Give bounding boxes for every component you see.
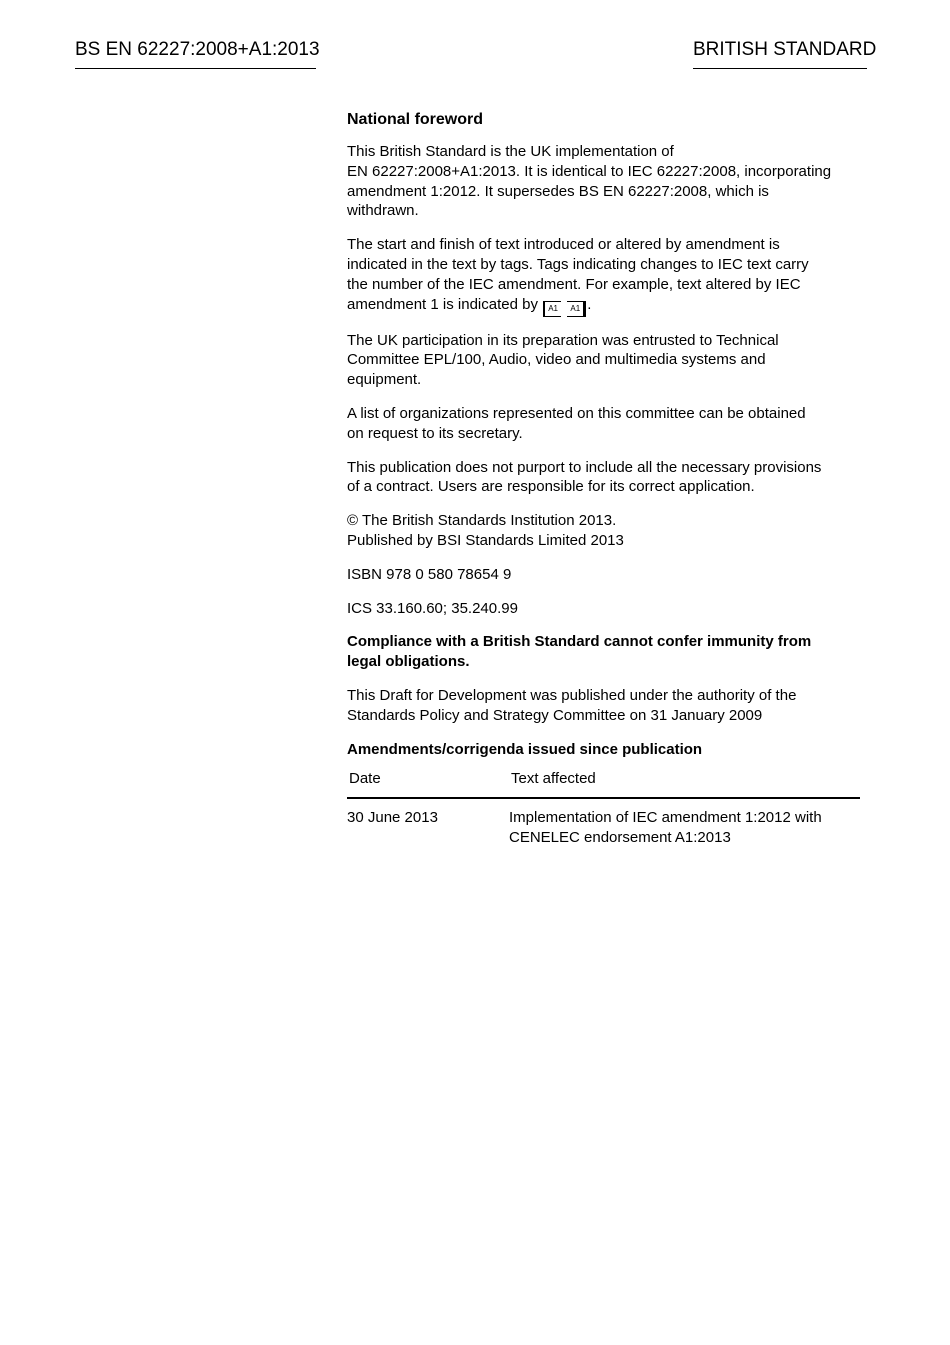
national-foreword (347, 110, 862, 848)
amendment-start-tag-icon: A1 (543, 301, 561, 317)
text-line: This Draft for Development was published under the authority of the (347, 686, 797, 704)
text-line: © The British Standards Institution 2013. (347, 512, 617, 530)
paragraph-amendment-tags (347, 235, 862, 316)
paragraph-committee (347, 331, 862, 390)
text-line: Published by BSI Standards Limited 2013 (347, 531, 624, 549)
isbn: ISBN 978 0 580 78654 9 (347, 565, 512, 583)
amendment-text-affected (509, 798, 860, 848)
table-header-row (347, 767, 860, 798)
ics: ICS 33.160.60; 35.240.99 (347, 599, 518, 617)
paragraph-organizations (347, 404, 862, 444)
text-line: indicated in the text by tags. Tags indicating changes to IEC text carry (347, 255, 809, 273)
amendments-title: Amendments/corrigenda issued since publication (347, 740, 703, 758)
text-line: the number of the IEC amendment. For example, text altered by IEC (347, 275, 801, 293)
document-code-header: BS EN 62227:2008+A1:2013 (75, 38, 316, 69)
amendment-date: 30 June 2013 (347, 809, 438, 827)
standard-type-header: BRITISH STANDARD (693, 38, 867, 69)
foreword-title: National foreword (347, 111, 484, 128)
amendments-table (347, 767, 860, 848)
text-line: Compliance with a British Standard cannot confer immunity from (347, 633, 812, 651)
text-line: Implementation of IEC amendment 1:2012 with (509, 809, 822, 827)
text-line: on request to its secretary. (347, 424, 523, 442)
text-line: The start and finish of text introduced or altered by amendment is (347, 236, 780, 254)
text-line: amendment 1:2012. It supersedes BS EN 62227:2008, which is (347, 182, 769, 200)
text-line: Committee EPL/100, Audio, video and multimedia systems and (347, 351, 766, 369)
sentence-end: . (587, 295, 592, 313)
text-line: Standards Policy and Strategy Committee on 31 January 2009 (347, 706, 763, 724)
text-line: amendment 1 is indicated by (347, 295, 538, 313)
paragraph-copyright (347, 511, 862, 551)
compliance-notice (347, 632, 862, 672)
text-line: This British Standard is the UK implementation of (347, 143, 674, 160)
text-line: legal obligations. (347, 653, 470, 671)
paragraph-provisions (347, 458, 862, 498)
text-line: A list of organizations represented on this committee can be obtained (347, 404, 806, 422)
text-line: This publication does not purport to include all the necessary provisions (347, 458, 822, 476)
paragraph-implementation (347, 142, 862, 221)
text-line: equipment. (347, 371, 422, 389)
text-line: CENELEC endorsement A1:2013 (509, 829, 731, 847)
table-row (347, 798, 860, 848)
text-line: The UK participation in its preparation was entrusted to Technical (347, 331, 779, 349)
text-line: withdrawn. (347, 202, 419, 220)
text-line: EN 62227:2008+A1:2013. It is identical to IEC 62227:2008, incorporating (347, 162, 832, 180)
text-line: of a contract. Users are responsible for its correct application. (347, 478, 755, 496)
paragraph-draft (347, 686, 862, 726)
column-header-text-affected: Text affected (509, 767, 860, 798)
column-header-date: Date (347, 767, 509, 798)
amendment-end-tag-icon: A1 (567, 301, 586, 317)
